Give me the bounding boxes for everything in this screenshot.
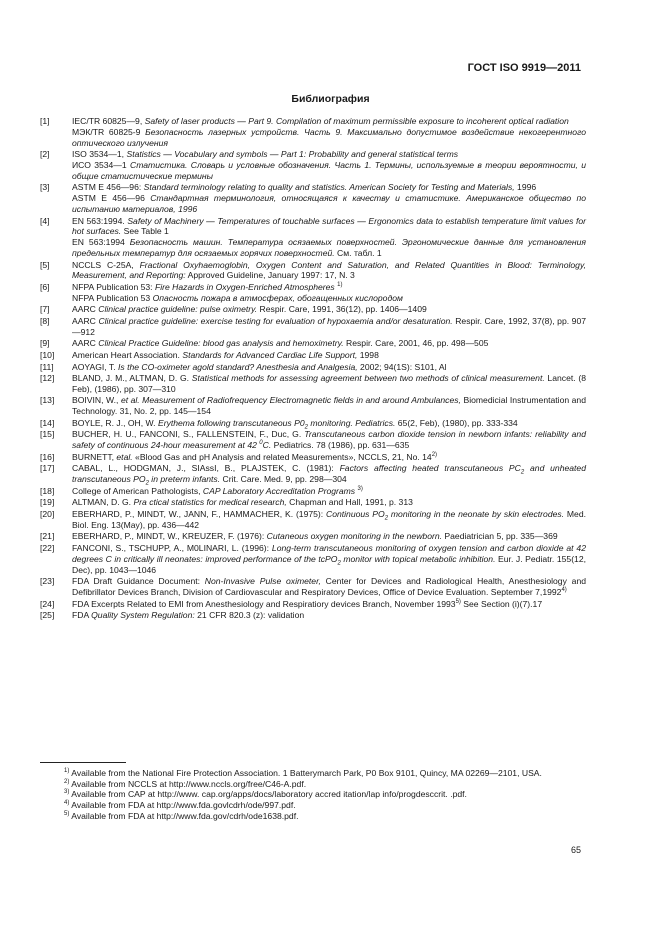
- footnote-mark: 1): [64, 768, 70, 775]
- footnotes-list: [40, 768, 586, 822]
- reference-text: [72, 350, 586, 361]
- reference-fragment: CABAL, L., HODGMAN, J., SIAssI, B., PLAJSTEK, C. (1981):: [72, 463, 340, 474]
- reference-fragment: Опасность пожара в атмосферах, обогащенных кислородом: [152, 292, 403, 303]
- reference-fragment: 2): [431, 452, 438, 458]
- reference-fragment: Respir. Care, 2001, 46, pp. 498—505: [343, 338, 489, 349]
- reference-fragment: 4): [561, 587, 567, 594]
- reference-fragment: Pra ctical statistics for medical research,: [133, 497, 287, 508]
- reference-number: [10]: [40, 349, 55, 360]
- footnote-item: [40, 800, 586, 811]
- reference-number: [24]: [40, 598, 55, 609]
- reference-item: [40, 509, 586, 531]
- reference-fragment: EN 563:1994: [72, 237, 130, 248]
- reference-text: [72, 610, 586, 621]
- reference-fragment: 3): [357, 485, 363, 492]
- footnote-divider: [40, 762, 126, 763]
- reference-fragment: ASTM E 456—96: [72, 193, 151, 204]
- reference-fragment: 2: [337, 560, 341, 567]
- reference-fragment: 2: [520, 470, 525, 477]
- footnote-mark: 5): [64, 810, 70, 817]
- reference-fragment: ALTMAN, D. G.: [72, 497, 134, 508]
- reference-item: [40, 429, 586, 451]
- footnote-mark: 4): [64, 800, 70, 807]
- reference-fragment: College of American Pathologists,: [72, 485, 203, 496]
- reference-item: [40, 316, 586, 338]
- reference-number: [3]: [40, 182, 50, 193]
- reference-fragment: Clinical practice guideline: exercise testing for evaluation of hypoxaemia and/or desaturation.: [98, 315, 453, 326]
- reference-fragment: monitoring in the neonate by skin electrodes.: [388, 509, 565, 520]
- reference-fragment: AARC: [72, 338, 99, 349]
- reference-item: [40, 543, 586, 575]
- footnote-text: Available from NCCLS at http://www.nccls.org/free/C46-A.pdf.: [69, 778, 307, 789]
- page-title: Библиография: [291, 93, 370, 105]
- reference-fragment: BOIVIN, W.,: [72, 395, 121, 406]
- reference-fragment: Standards for Advanced Cardiac Life Support,: [182, 349, 358, 360]
- reference-fragment: 1998: [357, 349, 379, 360]
- reference-text: [72, 182, 586, 193]
- reference-translation: [72, 160, 586, 182]
- reference-fragment: IEC/TR 60825—9,: [72, 116, 145, 126]
- reference-item: [40, 282, 586, 304]
- reference-item: [40, 182, 586, 214]
- reference-fragment: FANCONI, S., TSCHUPP, A., M0LINARI, L. (1996):: [72, 543, 272, 554]
- footnote-text: Available from FDA at http://www.fda.govlcdrh/ode/997.pdf.: [69, 800, 296, 811]
- reference-fragment: Безопасность машин. Температура осязаемых поверхностей. Эргономические данные для установления предельных температур для осязаемых горячих поверхностей.: [72, 237, 586, 258]
- reference-fragment: ИСО 3534—1: [72, 159, 130, 170]
- reference-number: [16]: [40, 451, 55, 462]
- document-header: ГОСТ ISO 9919—2011: [467, 62, 581, 74]
- reference-fragment: Center for Devices and Radiological Health, Anesthesiology and Defibrillator Devices Branch, Division of Cardiovascular and Respiratory Devices, Office of Device Evaluation. September 7,1992: [72, 576, 587, 597]
- reference-fragment: 2002; 94(1S): S101, Al: [357, 361, 447, 372]
- reference-translation: [72, 127, 586, 149]
- reference-fragment: Статистика. Словарь и условные обозначения. Часть 1. Термины, используемые в теории вероятности, и общие статистические термины: [72, 159, 586, 181]
- reference-number: [9]: [40, 338, 50, 349]
- reference-fragment: FDA: [72, 610, 92, 621]
- reference-text: [72, 316, 586, 338]
- reference-fragment: Safety of laser products — Part 9. Compilation of maximum permissible exposure to incoherent optical radiation: [144, 116, 569, 126]
- reference-fragment: See Section (i)(7).17: [460, 598, 543, 609]
- reference-number: [5]: [40, 259, 50, 270]
- reference-item: [40, 418, 586, 429]
- reference-number: [6]: [40, 281, 50, 292]
- reference-translation: [72, 293, 586, 304]
- reference-fragment: Безопасность лазерных устройств. Часть 9. Максимально допустимое воздействие некогерентного оптического излучения: [72, 126, 586, 148]
- footnote-item: [40, 789, 586, 800]
- reference-text: [72, 149, 586, 160]
- reference-number: [7]: [40, 304, 50, 315]
- reference-fragment: МЭК/TR 60825-9: [72, 126, 146, 137]
- reference-fragment: Quality System Regulation:: [91, 610, 195, 621]
- reference-text: [72, 362, 586, 373]
- bibliography-list: [40, 116, 586, 622]
- reference-text: [72, 543, 586, 575]
- reference-fragment: 2: [304, 424, 308, 431]
- reference-fragment: Factors affecting heated transcutaneous PC: [339, 463, 521, 474]
- footnote-text: Available from FDA at http://www.fda.gov/cdrh/ode1638.pdf.: [69, 810, 299, 821]
- reference-fragment: BUCHER, H. U., FANCONI, S., FALLENSTEIN, F., Duc, G.: [72, 429, 305, 440]
- reference-text: [72, 116, 586, 127]
- reference-fragment: Transcutaneous carbon dioxide tension in newborn infants: reliability and safety of continuous 24-hour measurement at 42: [72, 429, 586, 451]
- reference-item: [40, 116, 586, 148]
- reference-fragment: «Blood Gas and pH Analysis and related Measurements», NCCLS, 21, No. 14: [132, 451, 432, 462]
- reference-fragment: Approved Guideline, January 1997: 17, N. 3: [185, 270, 355, 281]
- reference-number: [20]: [40, 509, 55, 520]
- reference-number: [17]: [40, 463, 55, 474]
- footnote-text: Available from the National Fire Protection Association. 1 Batterymarch Park, P0 Box 9101, Quincy, MA 02269—2101, USA.: [69, 768, 542, 778]
- reference-item: [40, 304, 586, 315]
- reference-item: [40, 216, 586, 259]
- reference-fragment: 2: [145, 480, 149, 487]
- reference-translation: [72, 193, 586, 215]
- reference-fragment: NCCLS C-25A,: [72, 259, 140, 270]
- reference-item: [40, 576, 586, 598]
- reference-item: [40, 373, 586, 395]
- reference-fragment: BLAND, J. M., ALTMAN, D. G.: [72, 373, 192, 384]
- reference-fragment: 2: [384, 515, 389, 522]
- reference-fragment: 5): [455, 598, 461, 605]
- reference-fragment: 1996: [514, 182, 537, 193]
- reference-item: [40, 486, 586, 497]
- reference-fragment: Respir. Care, 1992, 37(8), pp. 907—912: [72, 315, 587, 337]
- reference-item: [40, 452, 586, 463]
- reference-fragment: Eur. J. Pediatr. 155(12, Dec), pp. 1043—1046: [72, 553, 587, 575]
- reference-fragment: et al. Measurement of Radiofrequency Electromagnetic fields in and around Ambulances,: [120, 395, 461, 406]
- footnote-item: [40, 768, 586, 779]
- reference-fragment: BOYLE, R. J., OH, W.: [72, 417, 158, 428]
- reference-number: [11]: [40, 361, 54, 372]
- reference-fragment: American Heart Association.: [72, 349, 183, 360]
- reference-number: [23]: [40, 576, 55, 587]
- reference-text: [72, 486, 586, 497]
- reference-item: [40, 362, 586, 373]
- reference-number: [8]: [40, 315, 50, 326]
- footnote-mark: 3): [64, 789, 70, 796]
- reference-fragment: Pediatrics. 78 (1986), pp. 631—635: [271, 440, 410, 451]
- reference-text: [72, 418, 586, 429]
- reference-fragment: Lancet. (8 Feb), (1986), pp. 307—310: [72, 373, 586, 394]
- reference-fragment: See Table 1: [121, 226, 169, 237]
- reference-fragment: in preterm infants.: [148, 474, 221, 485]
- reference-number: [21]: [40, 531, 55, 542]
- reference-fragment: Erythema following transcutaneous P0: [157, 417, 305, 428]
- reference-text: [72, 452, 586, 463]
- reference-fragment: Biomedicial Instrumentation and Technology. 31, No. 2, pp. 145—154: [72, 395, 586, 417]
- reference-fragment: Cutaneous oxygen monitoring in the newborn.: [266, 531, 443, 542]
- reference-fragment: ASTM E 456—96:: [72, 182, 144, 193]
- reference-fragment: Med. Biol. Eng. 13(May), pp. 436—442: [72, 509, 586, 530]
- reference-fragment: Non-Invasive Pulse oximeter,: [204, 576, 321, 587]
- reference-number: [25]: [40, 610, 55, 621]
- reference-fragment: C.: [262, 440, 272, 451]
- reference-fragment: Chapman and Hall, 1991, p. 313: [286, 497, 413, 508]
- reference-number: [2]: [40, 149, 50, 160]
- reference-fragment: Statistics — Vocabulary and symbols — Part 1: Probability and general statistical terms: [126, 149, 459, 160]
- reference-text: [72, 509, 586, 531]
- reference-fragment: and unheated transcutaneous PO: [72, 463, 586, 485]
- reference-text: [72, 531, 586, 542]
- reference-number: [12]: [40, 373, 55, 384]
- reference-number: [1]: [40, 116, 50, 126]
- reference-fragment: NFPA Publication 53: [72, 292, 153, 303]
- footnote-text: Available from CAP at http://www. cap.org/apps/docs/laboratory accred itation/lap info/progdesccrit. .pdf.: [69, 789, 467, 800]
- reference-fragment: Crit. Care. Med. 9, pp. 298—304: [220, 474, 347, 485]
- page-number: 65: [570, 845, 581, 855]
- reference-fragment: Long-term transcutaneous monitoring of oxygen tension and carbon dioxide at 42 degrees C in critically ill neonates: improved performance of the tcPO: [72, 543, 586, 564]
- reference-fragment: 1): [337, 282, 343, 289]
- reference-number: [18]: [40, 485, 55, 496]
- reference-text: [72, 373, 586, 395]
- reference-fragment: 65(2, Feb), (1980), pp. 333-334: [395, 417, 518, 428]
- reference-fragment: EBERHARD, P., MINDT, W., KREUZER, F. (1976):: [72, 531, 267, 542]
- reference-item: [40, 338, 586, 349]
- reference-text: [72, 463, 586, 485]
- reference-text: [72, 216, 586, 238]
- reference-fragment: CAP Laboratory Accreditation Programs: [202, 485, 356, 496]
- reference-fragment: AARC: [72, 315, 99, 326]
- reference-fragment: Clinical Practice Guideline: blood gas analysis and hemoximetry.: [98, 338, 344, 349]
- reference-fragment: Стандартная терминология, относящаяся к качеству и статистике. Американское общество по испытанию материалов, 1996: [72, 193, 586, 214]
- reference-number: [4]: [40, 215, 50, 226]
- reference-fragment: Continuous PO: [326, 509, 385, 520]
- reference-text: [72, 599, 586, 610]
- reference-number: [14]: [40, 417, 55, 428]
- reference-fragment: Is the CO-oximeter agold standard? Anesthesia and Analgesia,: [118, 361, 358, 372]
- reference-fragment: monitoring. Pediatrics.: [307, 417, 396, 428]
- reference-text: [72, 282, 586, 293]
- reference-fragment: Safety of Machinery — Temperatures of touchable surfaces — Ergonomics data to establish temperature limit values for hot surfaces.: [72, 215, 587, 237]
- reference-text: [72, 576, 586, 598]
- reference-item: [40, 350, 586, 361]
- footnote-item: [40, 779, 586, 790]
- reference-fragment: NFPA Publication 53:: [72, 281, 155, 292]
- reference-fragment: ISO 3534—1,: [72, 149, 127, 160]
- reference-fragment: Fractional Oxyhaemoglobin, Oxygen Content and Saturation, and Related Quantities in Blood: Terminology, Measurement, and Reporting:: [72, 259, 586, 281]
- reference-fragment: Statistical methods for assessing agreement between two methods of clinical measurement.: [191, 373, 545, 384]
- reference-fragment: Standard terminology relating to quality and statistics. American Society for Testing and Materials,: [143, 182, 515, 193]
- reference-number: [15]: [40, 429, 55, 440]
- reference-fragment: AARC: [72, 304, 99, 315]
- reference-text: [72, 395, 586, 417]
- reference-text: [72, 304, 586, 315]
- reference-number: [22]: [40, 543, 55, 554]
- reference-number: [13]: [40, 395, 55, 406]
- reference-item: [40, 531, 586, 542]
- reference-fragment: Respir. Care, 1991, 36(12), pp. 1406—1409: [257, 304, 427, 315]
- reference-fragment: EBERHARD, P., MINDT, W., JANN, F., HAMMACHER, K. (1975):: [72, 509, 326, 520]
- footnote-mark: 2): [64, 778, 70, 785]
- reference-item: [40, 463, 586, 485]
- reference-fragment: См. табл. 1: [334, 247, 382, 258]
- reference-text: [72, 429, 586, 451]
- reference-item: [40, 149, 586, 181]
- reference-translation: [72, 237, 586, 259]
- reference-fragment: Fire Hazards in Oxygen-Enriched Atmospheres: [154, 281, 335, 292]
- reference-fragment: Clinical practice guideline: pulse oximetry.: [98, 304, 258, 315]
- reference-item: [40, 395, 586, 417]
- reference-item: [40, 610, 586, 621]
- reference-fragment: Paediatrician 5, pp. 335—369: [442, 531, 558, 542]
- reference-fragment: FDA Excerpts Related to EMI from Anesthesiology and Respiratiory devices Branch, November 1993: [72, 598, 456, 609]
- reference-text: [72, 497, 586, 508]
- reference-fragment: BURNETT,: [72, 451, 117, 462]
- reference-item: [40, 497, 586, 508]
- reference-fragment: monitor with topical metabolic inhibition.: [340, 553, 496, 564]
- footnote-item: [40, 811, 586, 822]
- reference-fragment: EN 563:1994.: [72, 215, 128, 226]
- reference-item: [40, 260, 586, 282]
- reference-fragment: AOYAGI, T.: [72, 361, 119, 372]
- reference-fragment: FDA Draft Guidance Document:: [72, 576, 205, 587]
- reference-text: [72, 338, 586, 349]
- reference-fragment: 0: [259, 440, 263, 447]
- reference-number: [19]: [40, 497, 55, 508]
- reference-fragment: etal.: [116, 451, 133, 462]
- reference-item: [40, 599, 586, 610]
- reference-text: [72, 260, 586, 282]
- reference-fragment: 21 CFR 820.3 (z): validation: [194, 610, 305, 621]
